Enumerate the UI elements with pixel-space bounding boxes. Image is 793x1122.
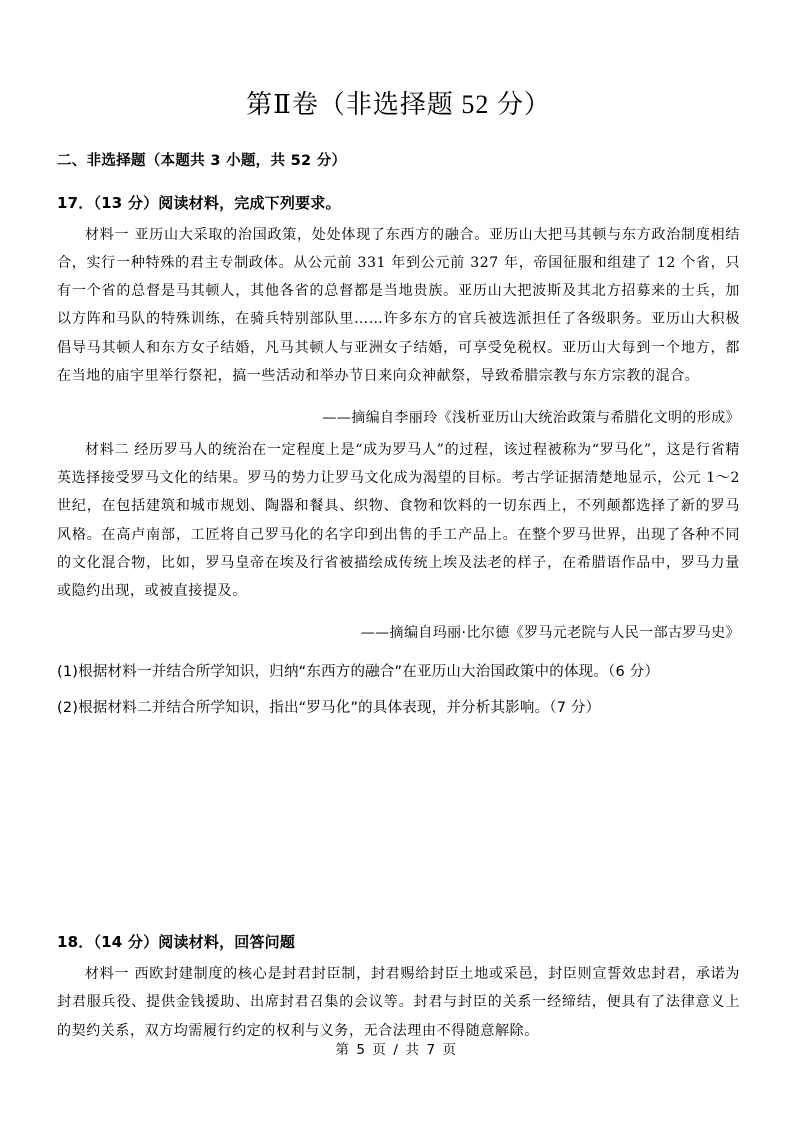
page-title: 第Ⅱ卷（非选择题 52 分）: [246, 90, 551, 119]
section-heading: 二、非选择题（本题共 3 小题，共 52 分）: [57, 152, 347, 169]
question-17-material-one: 材料一 亚历山大采取的治国政策，处处体现了东西方的融合。亚历山大把马其顿与东方政治制度相结合，实行一种特殊的君主专制政体。从公元前 331 年到公元前 327 年，帝国征服和组建了 12 个省，只有一个省的总督是马其顿人，其他各省的总督都是当地贵族。亚历山大把波斯及其北方招募来的士兵，加以方阵和马队的特殊训练，在骑兵特别部队里……许多东方的官兵被选派担任了各级职务。亚历山大积极倡导马其顿人和东方女子结婚，凡马其顿人与亚洲女子结婚，可享受免税权。亚历山大每到一个地方，都在当地的庙宇里举行祭祀，搞一些活动和举办节日来向众神献祭，导致希腊宗教与东方宗教的混合。: [57, 226, 740, 384]
question-17-stem: 17．（13 分）阅读材料，完成下列要求。: [57, 193, 341, 212]
question-17-citation-one: ——摘编自李丽玲《浅析亚历山大统治政策与希腊化文明的形成》: [322, 410, 740, 427]
page-footer: 第 5 页 / 共 7 页: [335, 1042, 458, 1058]
page-content: [57, 0, 740, 1059]
question-17-citation-two: ——摘编自玛丽·比尔德《罗马元老院与人民一部古罗马史》: [360, 625, 740, 642]
question-17-subquestion-2: (2)根据材料二并结合所学知识，指出“罗马化”的具体表现，并分析其影响。（7 分）: [57, 700, 601, 717]
question-18-stem: 18．（14 分）阅读材料，回答问题: [57, 933, 296, 952]
question-17-material-two: 材料二 经历罗马人的统治在一定程度上是“成为罗马人”的过程，该过程被称为“罗马化”，这是行省精英选择接受罗马文化的结果。罗马的势力让罗马文化成为渴望的目标。考古学证据清楚地显示，公元 1～2 世纪，在包括建筑和城市规划、陶器和餐具、织物、食物和饮料的一切东西上，不列颠都选择了新的罗马风格。在高卢南部，工匠将自己罗马化的名字印到出售的手工产品上。在整个罗马世界，出现了各种不同的文化混合物，比如，罗马皇帝在埃及行省被描绘成传统上埃及法老的样子，在希腊语作品中，罗马力量或隐约出现，或被直接提及。: [57, 442, 740, 600]
answer-space: [57, 723, 740, 909]
question-17-subquestion-1: (1)根据材料一并结合所学知识，归纳“东西方的融合”在亚历山大治国政策中的体现。（6 分）: [57, 664, 660, 681]
question-18-material-one: 材料一 西欧封建制度的核心是封君封臣制，封君赐给封臣土地或采邑，封臣则宣誓效忠封君，承诺为封君服兵役、提供金钱援助、出席封君召集的会议等。封君与封臣的关系一经缔结，便具有了法律意义上的契约关系，双方均需履行约定的权利与义务，无合法理由不得随意解除。: [57, 966, 740, 1039]
